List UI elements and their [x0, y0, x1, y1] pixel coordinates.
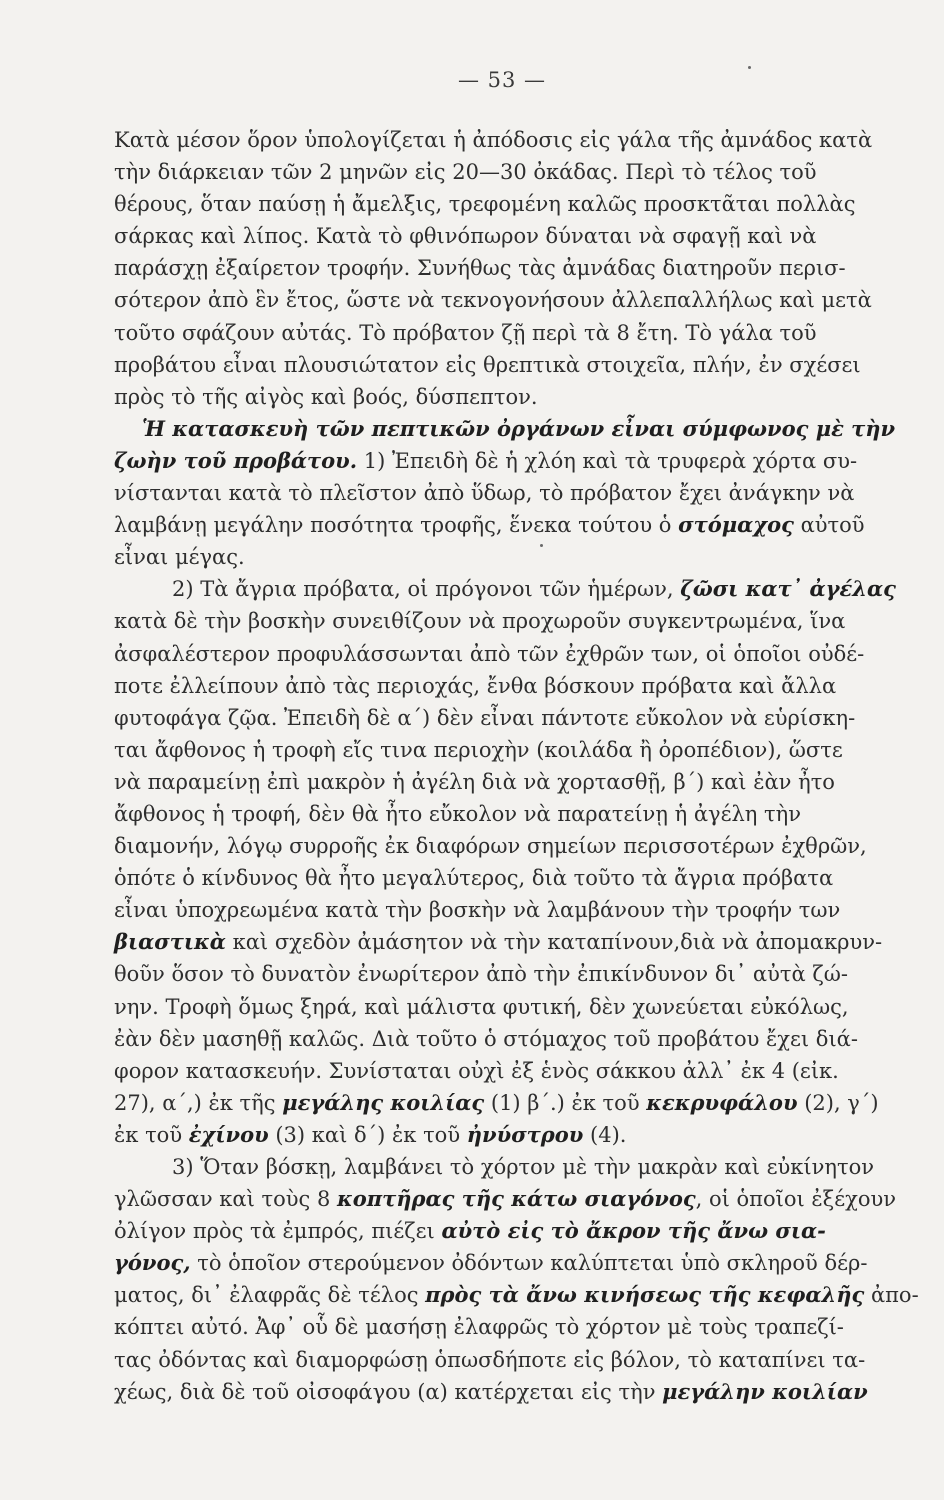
text-run: πρὸς τὸ τῆς αἰγὸς καὶ βοός, δύσπεπτον.: [114, 384, 538, 409]
text-run: 3) Ὅταν βόσκῃ, λαμβάνει τὸ χόρτον μὲ τὴν μακρὰν καὶ εὐκίνητον: [172, 1155, 875, 1179]
text-line: [114, 1151, 875, 1183]
text-line: [114, 702, 856, 734]
text-run: (4).: [583, 1122, 627, 1147]
text-run: 2) Τὰ ἄγρια πρόβατα, οἱ πρόγονοι τῶν ἡμέρων,: [172, 577, 681, 602]
text-run: σάρκας καὶ λίπος. Κατὰ τὸ φθινόπωρον δύναται νὰ σφαγῇ καὶ νὰ: [114, 224, 817, 249]
text-run: ὀλίγον πρὸς τὰ ἐμπρός, πιέζει: [114, 1219, 442, 1244]
emphasized-text: ζωὴν τοῦ προβάτου.: [114, 447, 358, 473]
text-line: [114, 638, 865, 670]
text-run: αὐτοῦ: [793, 513, 865, 538]
text-line: [114, 1119, 790, 1151]
text-run: γλῶσσαν καὶ τοὺς 8: [114, 1187, 337, 1212]
text-run: ὁπότε ὁ κίνδυνος θὰ ἦτο μεγαλύτερος, διὰ τοῦτο τὰ ἄγρια πρόβατα: [114, 866, 834, 891]
text-line: [114, 670, 837, 702]
text-run: θέρους, ὅταν παύσῃ ἡ ἄμελξις, τρεφομένη καλῶς προσκτᾶται πολλὰς: [114, 192, 856, 217]
text-run: θοῦν ὅσον τὸ δυνατὸν ἐνωρίτερον ἀπὸ τὴν ἐπικίνδυνον δι᾽ αὐτὰ ζώ-: [114, 962, 848, 987]
text-run: ἀσφαλέστερον προφυλάσσωνται ἀπὸ τῶν ἐχθρῶν των, οἱ ὁποῖοι οὐδέ-: [114, 641, 865, 666]
text-line: [114, 541, 790, 573]
text-run: 27), α΄,) ἐκ τῆς: [114, 1090, 283, 1115]
text-run: προβάτου εἶναι πλουσιώτατον εἰς θρεπτικὰ στοιχεῖα, πλήν, ἐν σχέσει: [114, 352, 861, 377]
text-line: [114, 1311, 844, 1343]
text-line: [114, 1215, 826, 1247]
text-line: [114, 1247, 868, 1279]
emphasized-text: ἠνύστρου: [466, 1121, 584, 1147]
text-line: [114, 766, 835, 798]
text-line: [114, 1023, 858, 1055]
text-run: τὴν διάρκειαν τῶν 2 μηνῶν εἰς 20—30 ὀκάδας. Περὶ τὸ τέλος τοῦ: [114, 160, 817, 185]
text-line: [114, 1376, 868, 1408]
emphasized-text: πρὸς τὰ ἄνω κινήσεως τῆς κεφαλῆς: [425, 1282, 865, 1308]
text-run: ματος, δι᾽ ἐλαφρᾶς δὲ τέλος: [114, 1283, 426, 1308]
text-line: [114, 830, 867, 862]
text-run: διαμονήν, λόγῳ συρροῆς ἐκ διαφόρων σημείων περισσοτέρων ἐχθρῶν,: [114, 834, 867, 859]
text-line: [114, 445, 858, 477]
text-line: [114, 926, 883, 958]
text-line: [114, 1183, 897, 1215]
text-line: [114, 1279, 919, 1311]
text-line: [114, 220, 817, 252]
text-run: καὶ σχεδὸν ἀμάσητον νὰ τὴν καταπίνουν,διὰ νὰ ἀπομακρυν-: [225, 930, 883, 955]
text-run: (2), γ΄): [797, 1090, 879, 1115]
text-line: [114, 509, 865, 541]
text-line: [114, 124, 873, 156]
text-run: τὸ ὁποῖον στερούμενον ὀδόντων καλύπτεται ὑπὸ σκληροῦ δέρ-: [190, 1251, 868, 1276]
text-run: νην. Τροφὴ ὅμως ξηρά, καὶ μάλιστα φυτική, δὲν χωνεύεται εὐκόλως,: [114, 994, 849, 1019]
text-line: [114, 798, 801, 830]
emphasized-text: ζῶσι κατ᾽ ἀγέλας: [680, 576, 896, 602]
speck-mark: [748, 66, 751, 69]
text-run: λαμβάνῃ μεγάλην ποσότητα τροφῆς, ἕνεκα τούτου ὁ: [114, 513, 679, 538]
text-line: [114, 188, 856, 220]
text-line: [114, 1087, 879, 1119]
text-line: [114, 958, 848, 990]
emphasized-text: αὐτὸ εἰς τὸ ἄκρον τῆς ἄνω σια-: [441, 1218, 826, 1244]
text-line: [114, 413, 896, 445]
text-line: [114, 862, 834, 894]
text-line: [114, 317, 817, 349]
text-run: κόπτει αὐτό. Ἀφ᾽ οὗ δὲ μασήσῃ ἐλαφρῶς τὸ χόρτον μὲ τοὺς τραπεζί-: [114, 1315, 844, 1340]
text-run: νὰ παραμείνῃ ἐπὶ μακρὸν ἡ ἀγέλη διὰ νὰ χορτασθῇ, β΄) καὶ ἐὰν ἦτο: [114, 769, 835, 794]
speck-mark: [540, 544, 543, 547]
text-run: τοῦτο σφάζουν αὐτάς. Τὸ πρόβατον ζῇ περὶ τὰ 8 ἔτη. Τὸ γάλα τοῦ: [114, 320, 817, 345]
text-line: [114, 605, 846, 637]
text-run: φορον κατασκευήν. Συνίσταται οὐχὶ ἐξ ἑνὸς σάκκου ἀλλ᾽ ἐκ 4 (εἰκ.: [114, 1058, 839, 1083]
text-run: ποτε ἐλλείπουν ἀπὸ τὰς περιοχάς, ἔνθα βόσκουν πρόβατα καὶ ἄλλα: [114, 673, 837, 698]
text-line: [114, 734, 843, 766]
text-line: [114, 894, 841, 926]
body-text: [114, 124, 919, 1408]
text-run: σότερον ἀπὸ ἓν ἔτος, ὥστε νὰ τεκνογονήσουν ἀλλεπαλλήλως καὶ μετὰ: [114, 288, 872, 313]
emphasized-text: μεγάλην κοιλίαν: [662, 1378, 868, 1404]
text-run: εἶναι ὑποχρεωμένα κατὰ τὴν βοσκὴν νὰ λαμβάνουν τὴν τροφήν των: [114, 898, 841, 923]
text-run: (3) καὶ δ΄) ἐκ τοῦ: [268, 1122, 467, 1147]
text-run: (1) β΄.) ἐκ τοῦ: [484, 1090, 647, 1115]
text-run: κατὰ δὲ τὴν βοσκὴν συνειθίζουν νὰ προχωροῦν συγκεντρωμένα, ἵνα: [114, 609, 846, 634]
emphasized-text: γόνος,: [114, 1250, 191, 1276]
text-run: νίστανται κατὰ τὸ πλεῖστον ἀπὸ ὕδωρ, τὸ πρόβατον ἔχει ἀνάγκην νὰ: [114, 481, 855, 506]
text-run: 1) Ἐπειδὴ δὲ ἡ χλόη καὶ τὰ τρυφερὰ χόρτα συ-: [357, 448, 858, 473]
text-run: ἄφθονος ἡ τροφή, δὲν θὰ ἦτο εὔκολον νὰ παρατείνῃ ἡ ἀγέλη τὴν: [114, 801, 801, 826]
text-run: Κατὰ μέσον ὅρον ὑπολογίζεται ἡ ἀπόδοσις εἰς γάλα τῆς ἀμνάδος κατὰ: [114, 128, 873, 152]
emphasized-text: κεκρυφάλου: [646, 1089, 798, 1115]
text-run: ται ἄφθονος ἡ τροφὴ εἴς τινα περιοχὴν (κοιλάδα ἢ ὀροπέδιον), ὥστε: [114, 737, 843, 762]
text-run: ἀπο-: [864, 1283, 919, 1308]
text-line: [114, 349, 861, 381]
text-run: τας ὀδόντας καὶ διαμορφώσῃ ὁπωσδήποτε εἰς βόλον, τὸ καταπίνει τα-: [114, 1347, 866, 1372]
text-line: [114, 477, 855, 509]
text-line: [114, 156, 817, 188]
text-line: [114, 252, 846, 284]
text-run: φυτοφάγα ζῷα. Ἐπειδὴ δὲ α΄) δὲν εἶναι πάντοτε εὔκολον νὰ εὑρίσκη-: [114, 705, 856, 730]
text-run: χέως, διὰ δὲ τοῦ οἰσοφάγου (α) κατέρχεται εἰς τὴν: [114, 1379, 663, 1404]
emphasized-text: ἐχίνου: [188, 1121, 269, 1147]
text-line: [114, 1055, 839, 1087]
text-line: [114, 573, 896, 605]
text-run: ἐὰν δὲν μασηθῇ καλῶς. Διὰ τοῦτο ὁ στόμαχος τοῦ προβάτου ἔχει διά-: [114, 1026, 858, 1051]
text-run: παράσχῃ ἐξαίρετον τροφήν. Συνήθως τὰς ἀμνάδας διατηροῦν περισ-: [114, 256, 846, 281]
emphasized-text: στόμαχος: [678, 512, 794, 538]
emphasized-text: Ἡ κατασκευὴ τῶν πεπτικῶν ὀργάνων εἶναι σύμφωνος μὲ τὴν: [142, 415, 896, 441]
text-line: [114, 381, 790, 413]
text-line: [114, 991, 849, 1023]
text-line: [114, 284, 872, 316]
emphasized-text: μεγάλης κοιλίας: [282, 1089, 485, 1115]
page-number: — 53 —: [457, 68, 547, 92]
text-line: [114, 1344, 866, 1376]
text-run: εἶναι μέγας.: [114, 545, 245, 570]
text-run: , οἱ ὁποῖοι ἐξέχουν: [695, 1187, 897, 1212]
emphasized-text: βιαστικὰ: [114, 929, 226, 955]
text-run: ἐκ τοῦ: [114, 1122, 189, 1147]
emphasized-text: κοπτῆρας τῆς κάτω σιαγόνος: [337, 1186, 696, 1212]
